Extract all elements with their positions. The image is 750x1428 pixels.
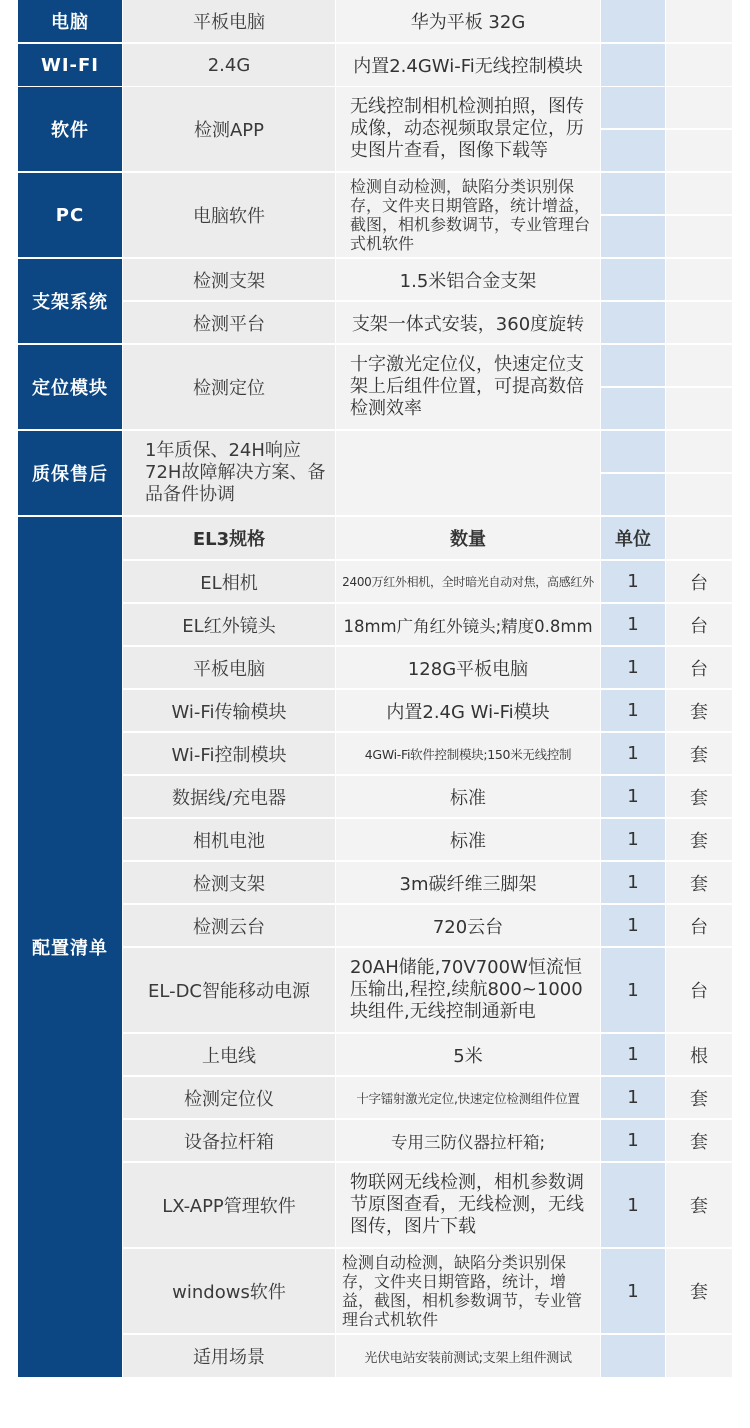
config-item-value: 18mm广角红外镜头;精度0.8mm (336, 604, 600, 645)
config-item-value: 4GWi-Fi软件控制模块;150米无线控制 (336, 733, 600, 774)
blank-cell (666, 431, 732, 472)
config-item-unit: 台 (666, 647, 732, 688)
config-item-value: 128G平板电脑 (336, 647, 600, 688)
blank-cell (666, 44, 732, 86)
blank-cell (601, 216, 665, 257)
config-item-name: 检测支架 (123, 862, 335, 903)
item-value: 十字激光定位仪，快速定位支架上后组件位置，可提高数倍检测效率 (336, 345, 600, 429)
item-value: 无线控制相机检测拍照，图传成像，动态视频取景定位，历史图片查看，图像下载等 (336, 87, 600, 171)
category-software: 软件 (18, 87, 122, 171)
config-item-name: Wi-Fi传输模块 (123, 690, 335, 731)
blank-cell (601, 388, 665, 429)
blank-cell (666, 345, 732, 386)
config-item-qty: 1 (601, 1034, 665, 1075)
config-item-name: 设备拉杆箱 (123, 1120, 335, 1161)
config-item-unit: 套 (666, 1120, 732, 1161)
item-value: 检测自动检测，缺陷分类识别保存，文件夹日期管路，统计增益，截图，相机参数调节，专业管理台式机软件 (336, 173, 600, 257)
header-blank (666, 517, 732, 559)
config-item-unit: 台 (666, 948, 732, 1032)
item-value: 支架一体式安装，360度旋转 (336, 302, 600, 343)
blank-cell (666, 259, 732, 300)
config-item-unit: 套 (666, 1249, 732, 1333)
blank-cell (601, 345, 665, 386)
config-item-qty (601, 1335, 665, 1377)
config-item-unit: 套 (666, 690, 732, 731)
category-warranty: 质保售后 (18, 431, 122, 515)
config-item-name: LX-APP管理软件 (123, 1163, 335, 1247)
config-item-unit (666, 1335, 732, 1377)
config-item-name: 检测定位仪 (123, 1077, 335, 1118)
config-item-unit: 根 (666, 1034, 732, 1075)
header-unit: 单位 (601, 517, 665, 559)
config-item-value: 5米 (336, 1034, 600, 1075)
config-item-name: windows软件 (123, 1249, 335, 1333)
config-item-value: 专用三防仪器拉杆箱; (336, 1120, 600, 1161)
blank-cell (666, 130, 732, 171)
config-item-qty: 1 (601, 561, 665, 602)
config-item-qty: 1 (601, 819, 665, 860)
category-pc: PC (18, 173, 122, 257)
header-spec: EL3规格 (123, 517, 335, 559)
config-item-value: 标准 (336, 776, 600, 817)
item-name: 检测平台 (123, 302, 335, 343)
category-positioning-module: 定位模块 (18, 345, 122, 429)
blank-cell (601, 302, 665, 343)
item-name: 电脑软件 (123, 173, 335, 257)
config-item-value: 720云台 (336, 905, 600, 946)
config-item-name: 数据线/充电器 (123, 776, 335, 817)
category-bracket-system: 支架系统 (18, 259, 122, 343)
config-item-name: EL-DC智能移动电源 (123, 948, 335, 1032)
config-item-qty: 1 (601, 647, 665, 688)
config-item-qty: 1 (601, 1077, 665, 1118)
config-item-qty: 1 (601, 604, 665, 645)
config-item-name: 相机电池 (123, 819, 335, 860)
config-item-unit: 台 (666, 561, 732, 602)
config-item-qty: 1 (601, 905, 665, 946)
config-item-name: Wi-Fi控制模块 (123, 733, 335, 774)
config-item-qty: 1 (601, 733, 665, 774)
config-item-name: 检测云台 (123, 905, 335, 946)
config-item-value: 标准 (336, 819, 600, 860)
blank-cell (666, 302, 732, 343)
blank-cell (601, 130, 665, 171)
config-item-qty: 1 (601, 776, 665, 817)
config-item-name: 平板电脑 (123, 647, 335, 688)
config-item-name: 上电线 (123, 1034, 335, 1075)
item-value: 内置2.4GWi-Fi无线控制模块 (336, 44, 600, 86)
blank-cell (601, 87, 665, 128)
blank-cell (666, 87, 732, 128)
item-name: 检测APP (123, 87, 335, 171)
config-item-value: 光伏电站安装前测试;支架上组件测试 (336, 1335, 600, 1377)
item-name: 2.4G (123, 44, 335, 86)
config-item-value: 20AH储能,70V700W恒流恒压输出,程控,续航800~1000块组件,无线控制通新电 (336, 948, 600, 1032)
config-item-unit: 套 (666, 776, 732, 817)
config-item-qty: 1 (601, 1163, 665, 1247)
config-item-value: 3m碳纤维三脚架 (336, 862, 600, 903)
config-item-unit: 台 (666, 604, 732, 645)
category-wifi: WI-FI (18, 44, 122, 86)
config-item-value: 2400万红外相机，全时暗光自动对焦，高感红外 (336, 561, 600, 602)
spec-table (18, 0, 732, 1377)
config-item-qty: 1 (601, 690, 665, 731)
item-name: 1年质保、24H响应72H故障解决方案、备品备件协调 (123, 431, 335, 515)
item-value: 华为平板 32G (336, 0, 600, 42)
config-item-name: 适用场景 (123, 1335, 335, 1377)
blank-cell (666, 216, 732, 257)
config-item-name: EL相机 (123, 561, 335, 602)
item-name: 平板电脑 (123, 0, 335, 42)
config-item-qty: 1 (601, 1249, 665, 1333)
config-item-value: 内置2.4G Wi-Fi模块 (336, 690, 600, 731)
blank-cell (666, 173, 732, 214)
header-quantity: 数量 (336, 517, 600, 559)
item-name: 检测定位 (123, 345, 335, 429)
category-config-list: 配置清单 (18, 517, 122, 1377)
config-item-value: 检测自动检测，缺陷分类识别保存，文件夹日期管路，统计，增益，截图，相机参数调节，专业管理台式机软件 (336, 1249, 600, 1333)
config-item-qty: 1 (601, 862, 665, 903)
config-item-unit: 套 (666, 819, 732, 860)
blank-cell (601, 44, 665, 86)
config-item-value: 物联网无线检测，相机参数调节原图查看，无线检测，无线图传，图片下载 (336, 1163, 600, 1247)
config-item-unit: 台 (666, 905, 732, 946)
blank-cell (666, 0, 732, 42)
config-item-unit: 套 (666, 1163, 732, 1247)
item-name: 检测支架 (123, 259, 335, 300)
blank-cell (601, 0, 665, 42)
config-item-value: 十字镭射激光定位,快速定位检测组件位置 (336, 1077, 600, 1118)
config-item-name: EL红外镜头 (123, 604, 335, 645)
blank-cell (666, 474, 732, 515)
config-item-unit: 套 (666, 862, 732, 903)
blank-cell (601, 173, 665, 214)
config-item-unit: 套 (666, 1077, 732, 1118)
blank-cell (666, 388, 732, 429)
blank-cell (601, 259, 665, 300)
config-item-qty: 1 (601, 1120, 665, 1161)
blank-cell (601, 474, 665, 515)
item-value: 1.5米铝合金支架 (336, 259, 600, 300)
config-item-qty: 1 (601, 948, 665, 1032)
category-computer: 电脑 (18, 0, 122, 42)
item-value (336, 431, 600, 515)
blank-cell (601, 431, 665, 472)
config-item-unit: 套 (666, 733, 732, 774)
